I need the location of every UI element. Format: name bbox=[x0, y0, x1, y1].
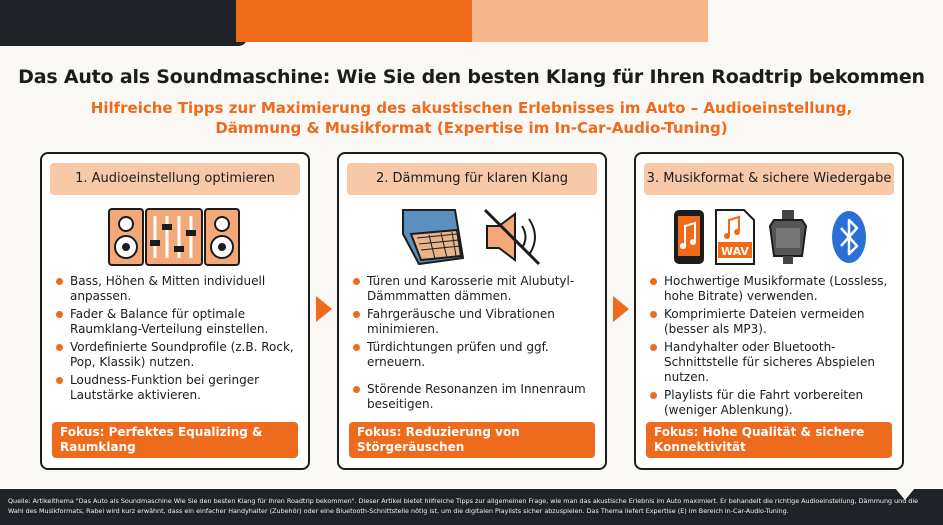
phone-holder-icon bbox=[770, 210, 806, 264]
arrow-right-icon bbox=[316, 296, 332, 322]
subtitle-line-2: Dämmung & Musikformat (Expertise im In-Car-Audio-Tuning) bbox=[215, 119, 728, 137]
card-focus-banner: Fokus: Perfektes Equalizing & Raumklang bbox=[52, 422, 298, 458]
card-focus-banner: Fokus: Reduzierung von Störgeräuschen bbox=[349, 422, 595, 458]
mixer-sliders-icon bbox=[146, 209, 202, 265]
list-item: Türen und Karosserie mit Alubutyl-Dämmmatten dämmen. bbox=[353, 274, 595, 304]
top-bar-peach bbox=[472, 0, 708, 42]
card-bullet-list bbox=[56, 274, 298, 406]
arrow-right-icon bbox=[613, 296, 629, 322]
card-insulation bbox=[337, 152, 607, 470]
list-item: Handyhalter oder Bluetooth-Schnittstelle für sicheres Abspielen nutzen. bbox=[650, 340, 892, 385]
top-bar-orange bbox=[236, 0, 472, 42]
speaker-icon bbox=[205, 209, 239, 265]
card-heading: 1. Audioeinstellung optimieren bbox=[50, 163, 300, 195]
list-item: Playlists für die Fahrt vorbereiten (weniger Ablenkung). bbox=[650, 388, 892, 418]
car-door-insulation-icon bbox=[403, 210, 463, 264]
top-bar-dark bbox=[0, 0, 248, 46]
page-title: Das Auto als Soundmaschine: Wie Sie den besten Klang für Ihren Roadtrip bekommen bbox=[18, 66, 925, 88]
list-item: Fader & Balance für optimale Raumklang-Verteilung einstellen. bbox=[56, 307, 298, 337]
list-item: Türdichtungen prüfen und ggf. erneuern. bbox=[353, 340, 595, 370]
list-item: Bass, Höhen & Mitten individuell anpassen. bbox=[56, 274, 298, 304]
card-icons bbox=[339, 204, 605, 270]
source-footer: Quelle: Artikelthema "Das Auto als Soundmaschine Wie Sie den besten Klang für Ihren Roadtrip bekommen". Dieser Artikel bietet hilfreiche Tipps zur allgemeinen Frage, wie man das akustische Erlebnis im Auto maximiert. Er behandelt die richtige Audioeinstellung, Dämmung und die Wahl des Musikformats, Rabei wird kurz erwähnt, dass ein einfacher Handyhalter (Zubehör) oder eine Bluetooth-Schnittstelle nötig ist, um die digitalen Playlists sicher abzuspielen. Das Thema liefert Expertise (E) im Bereich in-Car-Audio-Tuning. bbox=[0, 489, 943, 525]
subtitle-line-1: Hilfreiche Tipps zur Maximierung des akustischen Erlebnisses im Auto – Audioeinstellung, bbox=[90, 99, 853, 117]
list-item: Vordefinierte Soundprofile (z.B. Rock, Pop, Klassik) nutzen. bbox=[56, 340, 298, 370]
wav-file-icon bbox=[716, 210, 754, 264]
muted-speaker-icon bbox=[485, 210, 539, 264]
card-icons bbox=[636, 204, 902, 270]
bluetooth-icon bbox=[832, 211, 866, 263]
list-item: Fahrgeräusche und Vibrationen minimieren. bbox=[353, 307, 595, 337]
card-music-format bbox=[634, 152, 904, 470]
card-bullet-list bbox=[650, 274, 892, 421]
card-heading: 2. Dämmung für klaren Klang bbox=[347, 163, 597, 195]
list-item: Loudness-Funktion bei geringer Lautstärke aktivieren. bbox=[56, 373, 298, 403]
card-icons bbox=[42, 204, 308, 270]
page-subtitle bbox=[80, 98, 863, 138]
card-focus-banner: Fokus: Hohe Qualität & sichere Konnektivität bbox=[646, 422, 892, 458]
wav-label: WAV bbox=[721, 245, 749, 258]
card-bullet-list bbox=[353, 274, 595, 415]
speaker-icon bbox=[109, 209, 143, 265]
corner-notch bbox=[895, 488, 915, 500]
phone-music-icon bbox=[674, 210, 704, 264]
list-item: Störende Resonanzen im Innenraum beseitigen. bbox=[353, 382, 595, 412]
list-item: Hochwertige Musikformate (Lossless, hohe Bitrate) verwenden. bbox=[650, 274, 892, 304]
card-audio-settings bbox=[40, 152, 310, 470]
list-item: Komprimierte Dateien vermeiden (besser als MP3). bbox=[650, 307, 892, 337]
card-heading: 3. Musikformat & sichere Wiedergabe bbox=[644, 163, 894, 195]
